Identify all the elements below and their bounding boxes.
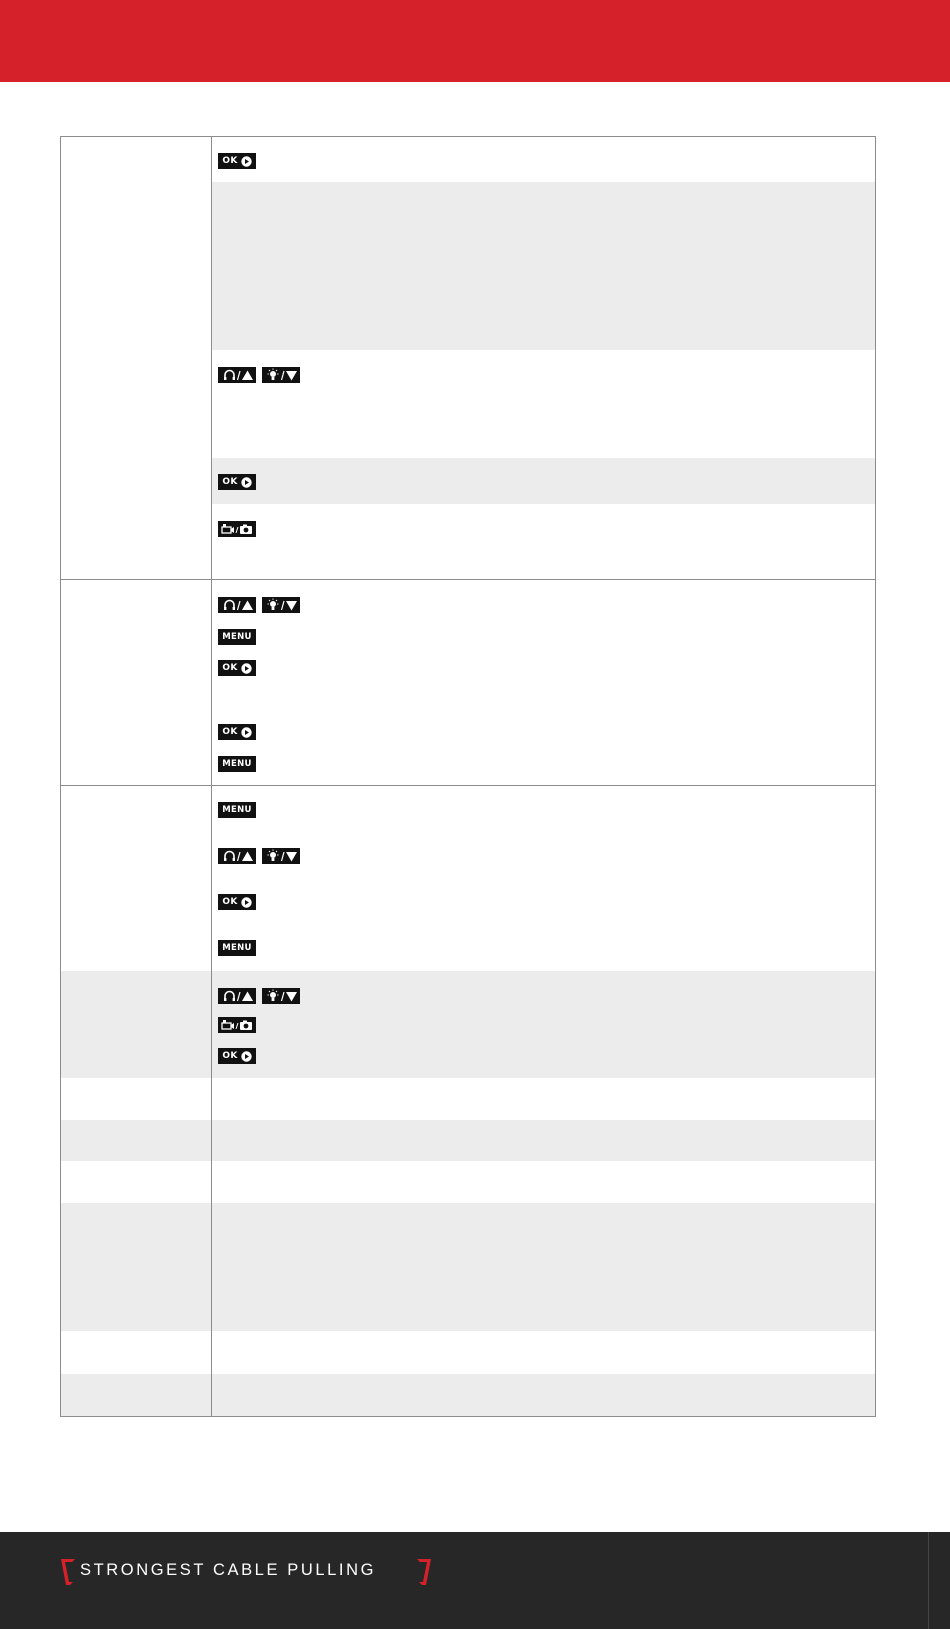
video-photo-key (218, 521, 256, 537)
light-down-key (262, 367, 300, 383)
play-icon (241, 727, 252, 738)
headphone-up-icon (219, 989, 255, 1003)
menu-key: MENU (218, 629, 256, 645)
headphone-up-icon (219, 598, 255, 612)
headphone-up-icon (219, 368, 255, 382)
header-bar (0, 0, 950, 82)
ok-button-row (218, 153, 256, 169)
ok-button-row (218, 894, 256, 910)
play-icon (241, 156, 252, 167)
menu-key: MENU (218, 756, 256, 772)
video-photo-key (218, 1017, 256, 1033)
light-down-icon (263, 598, 299, 612)
play-icon (241, 663, 252, 674)
play-icon (241, 477, 252, 488)
light-down-icon (263, 368, 299, 382)
tagline-bracket-left-icon (60, 1558, 76, 1586)
manual-table (60, 136, 876, 1417)
shaded-row (61, 1203, 875, 1331)
ok-key: OK (218, 894, 256, 910)
play-icon (241, 1051, 252, 1062)
ok-key: OK (218, 724, 256, 740)
menu-button-row (218, 802, 256, 818)
menu-key: MENU (218, 940, 256, 956)
shaded-row (61, 971, 875, 1078)
media-button-row (218, 1017, 256, 1033)
ok-button-row (218, 1048, 256, 1064)
headphone-up-key (218, 597, 256, 613)
video-camera-photo-icon (219, 522, 255, 536)
menu-key: MENU (218, 802, 256, 818)
nav-button-row (218, 988, 300, 1004)
headphone-up-icon (219, 849, 255, 863)
ok-button-row (218, 660, 256, 676)
table-section (61, 580, 875, 786)
menu-button-row (218, 756, 256, 772)
media-button-row (218, 521, 256, 537)
light-down-key (262, 848, 300, 864)
column-divider (211, 137, 212, 1416)
footer-divider (928, 1532, 929, 1629)
ok-button-row (218, 474, 256, 490)
light-down-key (262, 988, 300, 1004)
nav-button-row (218, 597, 300, 613)
shaded-row (212, 182, 875, 350)
light-down-key (262, 597, 300, 613)
tagline-text: STRONGEST CABLE PULLING (80, 1561, 377, 1579)
headphone-up-key (218, 848, 256, 864)
ok-key: OK (218, 660, 256, 676)
nav-button-row (218, 848, 300, 864)
tagline-badge (60, 1558, 432, 1586)
shaded-row (212, 458, 875, 504)
play-icon (241, 897, 252, 908)
ok-key: OK (218, 153, 256, 169)
ok-button-row (218, 724, 256, 740)
menu-button-row (218, 629, 256, 645)
shaded-row (61, 1374, 875, 1416)
ok-key: OK (218, 474, 256, 490)
headphone-up-key (218, 988, 256, 1004)
footer (0, 1532, 950, 1629)
ok-key: OK (218, 1048, 256, 1064)
tagline-bracket-right-icon (416, 1558, 432, 1586)
menu-button-row (218, 940, 256, 956)
light-down-icon (263, 849, 299, 863)
video-camera-photo-icon (219, 1018, 255, 1032)
nav-button-row (218, 367, 300, 383)
shaded-row (61, 1120, 875, 1161)
light-down-icon (263, 989, 299, 1003)
headphone-up-key (218, 367, 256, 383)
